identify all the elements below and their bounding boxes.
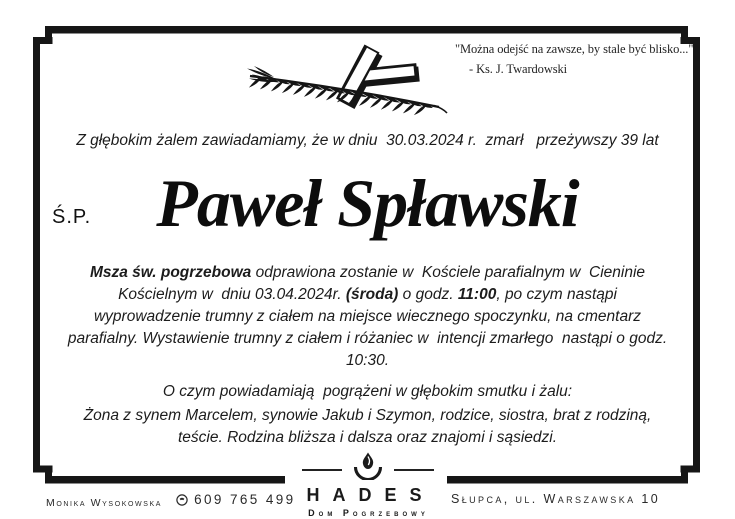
funeral-notice-segment: (środa) xyxy=(345,286,399,303)
quote-text: "Można odejść na zawsze, by stale być blisko..." xyxy=(455,42,694,56)
divider-line xyxy=(394,469,434,471)
brand-ornament xyxy=(268,452,468,480)
quote-author: - Ks. J. Twardowski xyxy=(469,61,568,76)
brand-name: HADES xyxy=(306,485,435,505)
funeral-notice-segment: 11:00 xyxy=(457,286,497,303)
announcement-line: Z głębokim żalem zawiadamiamy, że w dniu 30.03.2024 r. zmarł przeżywszy 39 lat xyxy=(76,132,659,149)
mourners-line: Żona z synem Marcelem, synowie Jakub i Szymon, rodzice, siostra, brat z rodziną, teście. Rodzina bliższa i dalsza oraz znajomi i sąsiedzi. xyxy=(83,407,656,446)
funeral-notice-segment: o godz. xyxy=(398,286,458,303)
quote-block xyxy=(455,41,705,78)
mourning-intro: O czym powiadamiają pogrążeni w głębokim smutku i żalu: xyxy=(162,383,573,400)
brand-subtitle: Dom Pogrzebowy xyxy=(308,508,429,518)
divider-line xyxy=(302,469,342,471)
footer-contact xyxy=(46,492,296,509)
funeral-notice xyxy=(64,262,672,372)
funeral-notice-segment: odprawiona zostanie w Kościele parafialnym w Cieninie Kościelnym w dniu 03.04.2024r. xyxy=(118,264,650,303)
funeral-notice-segment: , po czym nastąpi wyprowadzenie trumny z ciałem na miejsce wiecznego spoczynku, na cmentarz parafialny. Wystawienie trumny z ciałem i różaniec w intencji zmarłego nastąpi o godz. 10:30. xyxy=(67,286,672,369)
footer-address: Słupca, ul. Warszawska 10 xyxy=(451,492,661,506)
sp-abbreviation: Ś.P. xyxy=(52,206,92,228)
candle-flame-icon xyxy=(351,452,385,480)
contact-name: Monika Wysokowska xyxy=(46,496,163,509)
funeral-home-brand xyxy=(268,452,468,518)
cross-wheat-graphic xyxy=(246,36,450,118)
phone-number: 609 765 499 xyxy=(194,492,296,507)
phone-icon xyxy=(176,494,188,506)
funeral-notice-segment: Msza św. pogrzebowa xyxy=(89,264,252,281)
deceased-name: Paweł Spławski xyxy=(156,165,579,241)
